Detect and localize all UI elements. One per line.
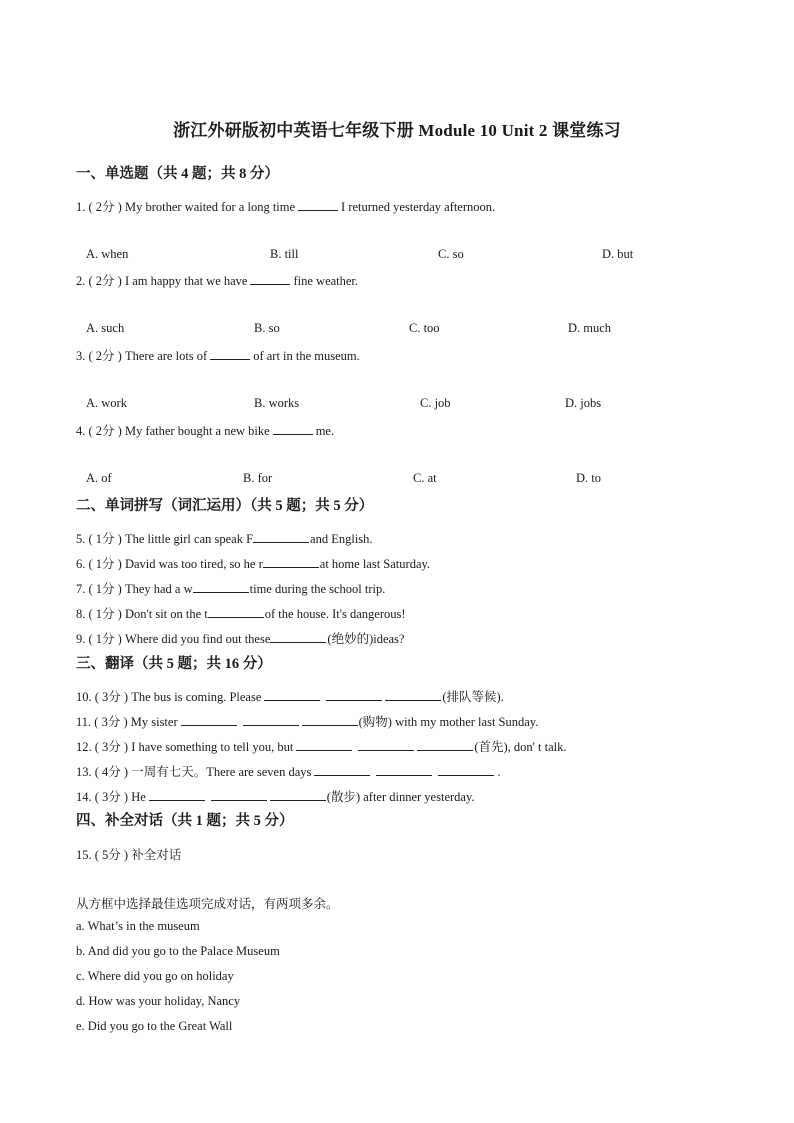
question-1-text-end: I returned yesterday afternoon. xyxy=(341,200,496,214)
answer-blank[interactable] xyxy=(253,531,309,543)
dialogue-instruction: 从方框中选择最佳选项完成对话，有两项多余。 xyxy=(76,897,339,911)
question-9 xyxy=(76,629,404,647)
question-4-text-end: me. xyxy=(315,424,335,438)
answer-blank[interactable] xyxy=(263,556,319,568)
question-3 xyxy=(76,346,360,364)
dialogue-choice-b: b. And did you go to the Palace Museum xyxy=(76,944,280,958)
section-heading-dialogue: 四、补全对话（共 1 题；共 5 分） xyxy=(76,813,294,829)
answer-blank[interactable] xyxy=(270,631,326,643)
option-b[interactable]: B. till xyxy=(270,247,299,261)
option-a[interactable]: A. of xyxy=(86,471,112,485)
dialogue-choice-d: d. How was your holiday, Nancy xyxy=(76,994,241,1008)
question-14-text: 14. ( 3分 ) He xyxy=(76,790,146,804)
question-7-text-end: time during the school trip. xyxy=(249,582,386,596)
question-10 xyxy=(76,687,504,705)
question-5-text: 5. ( 1分 ) The little girl can speak F xyxy=(76,532,254,546)
question-9-text: 9. ( 1分 ) Where did you find out these xyxy=(76,632,271,646)
question-12-text-end: (首先), don' t talk. xyxy=(474,740,567,754)
question-1-text: 1. ( 2分 ) My brother waited for a long time xyxy=(76,200,296,214)
question-6-text-end: at home last Saturday. xyxy=(319,557,431,571)
option-c[interactable]: C. job xyxy=(420,396,451,410)
answer-blank[interactable] xyxy=(181,714,237,726)
dialogue-choice-e: e. Did you go to the Great Wall xyxy=(76,1019,233,1033)
question-9-text-end: (绝妙的)ideas? xyxy=(327,632,405,646)
question-8 xyxy=(76,604,406,622)
answer-blank[interactable] xyxy=(210,348,250,360)
question-14 xyxy=(76,787,475,805)
question-4 xyxy=(76,421,334,439)
question-3-text: 3. ( 2分 ) There are lots of xyxy=(76,349,208,363)
question-2-text-end: fine weather. xyxy=(293,274,359,288)
answer-blank[interactable] xyxy=(193,581,249,593)
question-2-text: 2. ( 2分 ) I am happy that we have xyxy=(76,274,248,288)
question-1 xyxy=(76,197,495,215)
question-10-text-end: (排队等候). xyxy=(442,690,504,704)
option-c[interactable]: C. too xyxy=(409,321,440,335)
answer-blank[interactable] xyxy=(314,764,370,776)
answer-blank[interactable] xyxy=(208,606,264,618)
option-a[interactable]: A. work xyxy=(86,396,127,410)
answer-blank[interactable] xyxy=(438,764,494,776)
question-2 xyxy=(76,271,358,289)
answer-blank[interactable] xyxy=(264,689,320,701)
option-b[interactable]: B. works xyxy=(254,396,300,410)
question-6 xyxy=(76,554,430,572)
question-13 xyxy=(76,762,500,780)
option-d[interactable]: D. jobs xyxy=(565,396,602,410)
answer-blank[interactable] xyxy=(385,689,441,701)
answer-blank[interactable] xyxy=(273,423,313,435)
option-d[interactable]: D. much xyxy=(568,321,612,335)
answer-blank[interactable] xyxy=(298,199,338,211)
dialogue-choice-a: a. What’s in the museum xyxy=(76,919,200,933)
question-13-text: 13. ( 4分 ) 一周有七天。There are seven days xyxy=(76,765,312,779)
question-11-text: 11. ( 3分 ) My sister xyxy=(76,715,178,729)
answer-blank[interactable] xyxy=(211,789,267,801)
option-c[interactable]: C. so xyxy=(438,247,464,261)
answer-blank[interactable] xyxy=(376,764,432,776)
question-12-text: 12. ( 3分 ) I have something to tell you, but xyxy=(76,740,294,754)
section-heading-spelling: 二、单词拼写（词汇运用）（共 5 题；共 5 分） xyxy=(76,498,374,514)
question-7-text: 7. ( 1分 ) They had a w xyxy=(76,582,193,596)
question-8-text-end: of the house. It's dangerous! xyxy=(264,607,406,621)
question-14-text-end: (散步) after dinner yesterday. xyxy=(326,790,475,804)
option-b[interactable]: B. so xyxy=(254,321,280,335)
question-15: 15. ( 5分 ) 补全对话 xyxy=(76,848,182,862)
question-5-text-end: and English. xyxy=(310,532,373,546)
option-b[interactable]: B. for xyxy=(243,471,273,485)
section-heading-single-choice: 一、单选题（共 4 题；共 8 分） xyxy=(76,166,279,182)
option-d[interactable]: D. to xyxy=(576,471,601,485)
question-13-text-end: . xyxy=(497,765,501,779)
option-a[interactable]: A. when xyxy=(86,247,129,261)
answer-blank[interactable] xyxy=(326,689,382,701)
question-7 xyxy=(76,579,385,597)
question-4-text: 4. ( 2分 ) My father bought a new bike xyxy=(76,424,270,438)
question-10-text: 10. ( 3分 ) The bus is coming. Please xyxy=(76,690,262,704)
answer-blank[interactable] xyxy=(302,714,358,726)
question-8-text: 8. ( 1分 ) Don't sit on the t xyxy=(76,607,208,621)
question-3-text-end: of art in the museum. xyxy=(253,349,360,363)
question-5 xyxy=(76,529,373,547)
answer-blank[interactable] xyxy=(250,273,290,285)
option-c[interactable]: C. at xyxy=(413,471,437,485)
answer-blank[interactable] xyxy=(358,739,414,751)
question-11-text-end: (购物) with my mother last Sunday. xyxy=(358,715,539,729)
answer-blank[interactable] xyxy=(243,714,299,726)
answer-blank[interactable] xyxy=(296,739,352,751)
answer-blank[interactable] xyxy=(270,789,326,801)
option-a[interactable]: A. such xyxy=(86,321,125,335)
page-title: 浙江外研版初中英语七年级下册 Module 10 Unit 2 课堂练习 xyxy=(173,121,621,140)
answer-blank[interactable] xyxy=(149,789,205,801)
option-d[interactable]: D. but xyxy=(602,247,634,261)
dialogue-choice-c: c. Where did you go on holiday xyxy=(76,969,234,983)
question-12 xyxy=(76,737,567,755)
question-11 xyxy=(76,712,538,730)
section-heading-translation: 三、翻译（共 5 题；共 16 分） xyxy=(76,656,272,672)
question-6-text: 6. ( 1分 ) David was too tired, so he r xyxy=(76,557,263,571)
answer-blank[interactable] xyxy=(417,739,473,751)
